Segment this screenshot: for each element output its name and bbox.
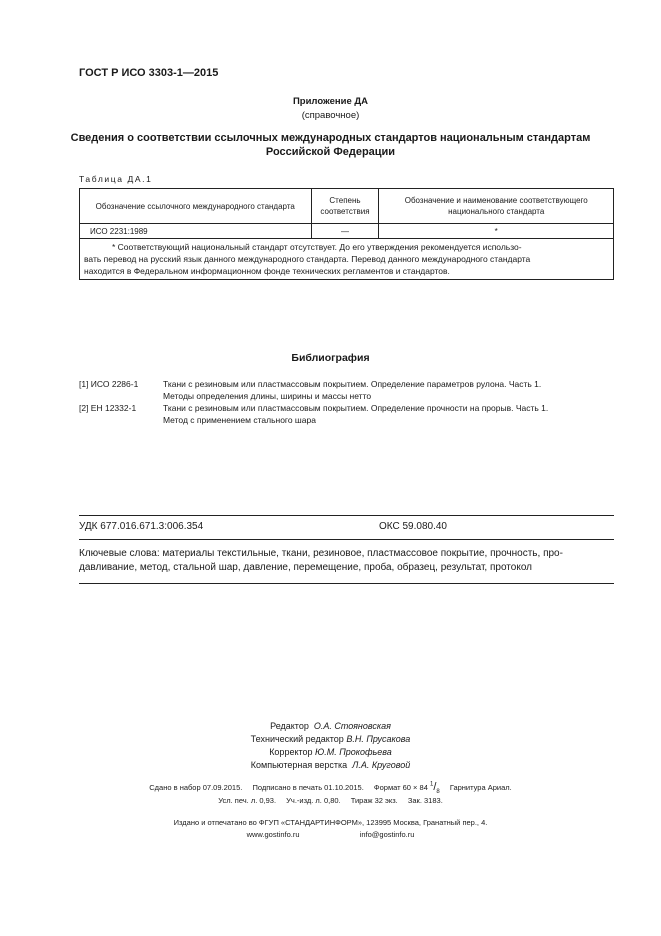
footnote-line1: * Соответствующий национальный стандарт отсутствует. До его утверждения рекомендуется использо-	[112, 242, 522, 252]
bibliography-ref: [1] ИСО 2286-1	[79, 379, 139, 389]
proofreader-label: Корректор	[269, 747, 313, 757]
layout-label: Компьютерная верстка	[250, 760, 348, 770]
udk-code: УДК 677.016.671.3:006.354	[79, 521, 204, 532]
section-title-line2: Российской Федерации	[265, 146, 396, 158]
divider-middle	[79, 539, 614, 540]
layout-line	[0, 759, 661, 772]
header-national-line1: Обозначение и наименование соответствующего	[404, 196, 588, 205]
editor-name: О.А. Стояновская	[313, 721, 391, 731]
divider-top	[79, 515, 614, 516]
header-international-standard: Обозначение ссылочного международного стандарта	[80, 189, 312, 224]
format-prefix: Формат 60 × 84	[373, 783, 428, 792]
table-caption: Таблица ДА.1	[79, 174, 153, 184]
format-numerator: 1	[429, 781, 434, 788]
imprint-sent: Сдано в набор 07.09.2015.	[149, 783, 243, 792]
standards-table	[79, 188, 614, 280]
divider-bottom	[79, 583, 614, 584]
imprint-publisher: Издано и отпечатано во ФГУП «СТАНДАРТИНФОРМ», 123995 Москва, Гранатный пер., 4.	[173, 818, 488, 827]
document-header: ГОСТ Р ИСО 3303-1—2015	[79, 67, 219, 79]
tech-editor-label: Технический редактор	[250, 734, 344, 744]
section-title	[0, 131, 661, 159]
proofreader-name: Ю.М. Прокофьева	[315, 747, 392, 757]
bibliography-item	[79, 378, 619, 402]
imprint-pub-sheets: Уч.-изд. л. 0,80.	[286, 796, 341, 805]
bibliography-text	[163, 378, 618, 402]
tech-editor-name: В.Н. Прусакова	[346, 734, 411, 744]
table-footnote	[80, 239, 614, 280]
table-row	[80, 224, 614, 239]
tech-editor-line	[0, 733, 661, 746]
cell-national: *	[379, 224, 614, 239]
imprint-line1	[0, 781, 661, 795]
cell-degree: —	[311, 224, 379, 239]
bibliography-ref: [2] ЕН 12332-1	[79, 403, 137, 413]
editor-label: Редактор	[270, 721, 309, 731]
imprint-format	[373, 781, 440, 796]
header-degree	[311, 189, 379, 224]
publisher-email-link[interactable]: info@gostinfo.ru	[359, 830, 415, 839]
footnote-line3: находится в Федеральном информационном фонде технических регламентов и стандартов.	[84, 266, 450, 276]
imprint-signed: Подписано в печать 01.10.2015.	[252, 783, 364, 792]
header-degree-line1: Степень	[329, 196, 361, 205]
bibliography-text-line2: Методы определения длины, ширины и массы нетто	[163, 391, 372, 401]
keywords-line1: Ключевые слова: материалы текстильные, ткани, резиновое, пластмассовое покрытие, прочность, про-	[79, 548, 563, 559]
imprint-run: Тираж 32 экз.	[350, 796, 398, 805]
bibliography-text-line1: Ткани с резиновым или пластмассовым покрытием. Определение параметров рулона. Часть 1.	[163, 379, 542, 389]
appendix-title: Приложение ДА	[292, 96, 369, 107]
imprint-order: Зак. 3183.	[407, 796, 443, 805]
format-denominator: 8	[436, 789, 440, 796]
staff-credits	[0, 720, 661, 772]
footnote-line2: вать перевод на русский язык данного международного стандарта. Перевод данного международного стандарта	[84, 254, 531, 264]
bibliography-item	[79, 402, 619, 426]
imprint-typeface: Гарнитура Ариал.	[449, 783, 512, 792]
imprint-line2	[0, 796, 661, 805]
imprint-print-sheets: Усл. печ. л. 0,93.	[218, 796, 277, 805]
bibliography-title: Библиография	[291, 352, 370, 364]
table-header-row	[80, 189, 614, 224]
header-national-standard	[379, 189, 614, 224]
table-footnote-row	[80, 239, 614, 280]
publisher-website-link[interactable]: www.gostinfo.ru	[246, 830, 300, 839]
bibliography-text-line1: Ткани с резиновым или пластмассовым покрытием. Определение прочности на прорыв. Часть 1.	[163, 403, 549, 413]
imprint-contacts	[0, 830, 661, 839]
oks-code: ОКС 59.080.40	[379, 521, 447, 532]
layout-name: Л.А. Круговой	[352, 760, 411, 770]
keywords	[79, 547, 615, 575]
format-fraction: $^1/_8$	[429, 781, 440, 796]
header-national-line2: национального стандарта	[448, 207, 545, 216]
proofreader-line	[0, 746, 661, 759]
section-title-line1: Сведения о соответствии ссылочных международных стандартов национальным стандартам	[70, 132, 591, 144]
bibliography-text-line2: Метод с применением стального шара	[163, 415, 316, 425]
appendix-subtitle: (справочное)	[301, 110, 360, 121]
editor-line	[0, 720, 661, 733]
cell-international: ИСО 2231:1989	[80, 224, 312, 239]
header-degree-line2: соответствия	[320, 207, 370, 216]
bibliography-text	[163, 402, 618, 426]
keywords-line2: давливание, метод, стальной шар, давление, перемещение, проба, образец, результат, протокол	[79, 562, 533, 573]
